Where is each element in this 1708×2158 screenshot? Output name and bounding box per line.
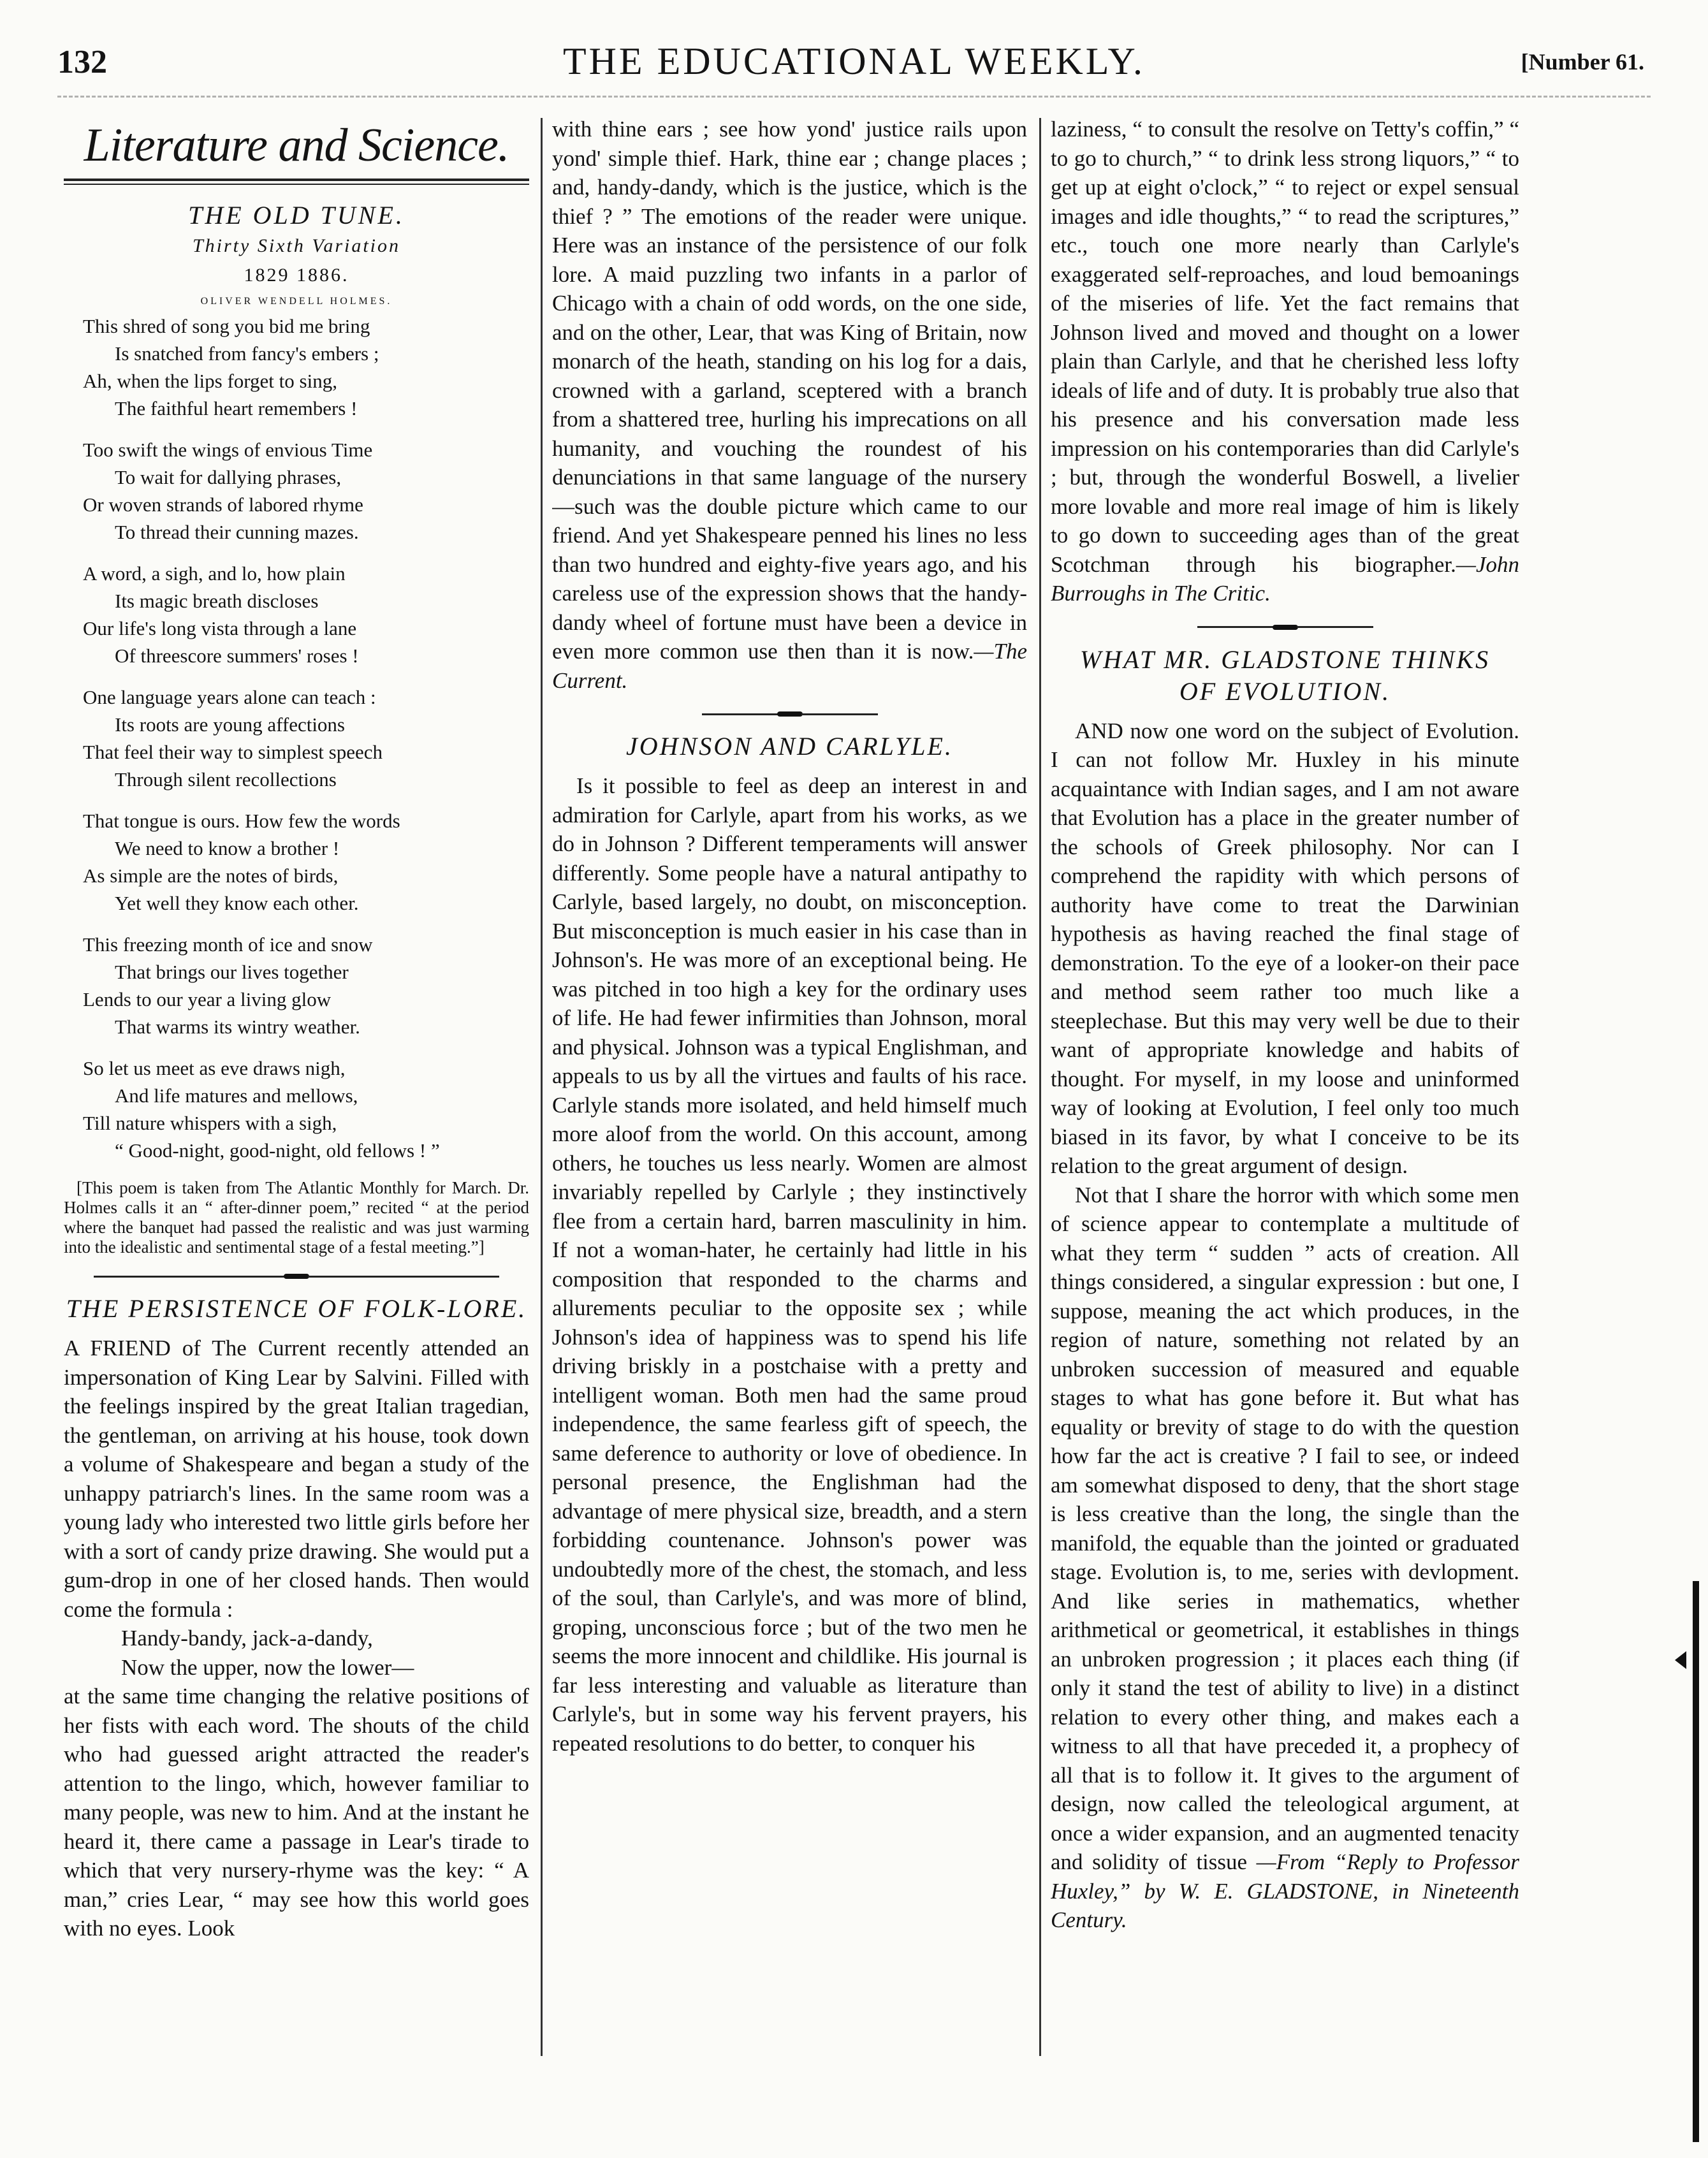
gladstone-paragraph: AND now one word on the subject of Evolution. I can not follow Mr. Huxley in his minute acquaintance with Indian sages, and I am not aware that Evolution has a place in the greater number of the schools of Greek philosophy. Nor can I comprehend the rapidity with which persons of authority have come to treat the Darwinian hypothesis as having reached the final stage of demonstration. To the eye of a looker-on their pace and method seem rather too much like a steeplechase. But this may very well be due to their want of appropriate knowledge and habits of thought. For myself, in my loose and uninformed way of looking at Evolution, I feel only too much biased in its favor, by what I conceive to be its relation to the great argument of design.: [1051, 718, 1519, 1178]
poem-line: This shred of song you bid me bring: [83, 315, 370, 337]
johnson-title: JOHNSON AND CARLYLE.: [626, 732, 953, 761]
section-divider: [1051, 625, 1519, 630]
poem-line: Through silent recollections: [115, 768, 337, 791]
department-title: Literature and Science.: [84, 119, 509, 171]
poem-line: Till nature whispers with a sigh,: [83, 1112, 337, 1134]
poem-subtitle: Thirty Sixth Variation: [192, 235, 400, 256]
poem-line: “ Good-night, good-night, old fellows ! ”: [115, 1139, 440, 1162]
poem-title: THE OLD TUNE.: [188, 201, 405, 230]
johnson-paragraph: Is it possible to feel as deep an interest in and admiration for Carlyle, apart from his works, as we do in Johnson ? Different temperaments will answer differently. Some people have a natural antipathy to Carlyle, based largely, no doubt, on misconception. But misconception is much easier in his case than in Johnson's. He was more of an exceptional being. He was pitched in too high a key for the ordinary uses of life. He had fewer infirmities than Johnson, moral and physical. Johnson was a typical Englishman, and appeals to us by all the virtues and faults of his race. Carlyle stands more isolated, and held himself much more aloof from the world. On this account, among others, he touches us less nearly. Women are almost invariably repelled by Carlyle ; they instinctively flee from a certain hard, barren masculinity in him. If not a woman-hater, he certainly had little in his composition that responded to the charms and allurements peculiar to the opposite sex ; while Johnson's idea of happiness was to spend his life driving briskly in a postchaise with a pretty and intelligent woman. Both men had the same proud independence, the same fearless gift of speech, the same deference to authority or love of obedience. In personal presence, the Englishman had the advantage of mere physical size, breadth, and a stern forbidding countenance. Johnson's power was undoubtedly more of the chest, the stomach, and less of the soul, than Carlyle's, and was more of blind, groping, unconscious force ; but of the two men he seems the more innocent and childlike. His journal is far less interesting and valuable as literature than Carlyle's, but in some way his fervent prayers, his repeated resolutions to do better, to conquer his: [552, 773, 1027, 1756]
scan-edge-bar: [1693, 1581, 1699, 2142]
poem-stanza: [64, 560, 529, 669]
scan-edge-arrow-icon: [1675, 1651, 1686, 1669]
gladstone-title-line2: OF EVOLUTION.: [1179, 676, 1391, 706]
section-divider: [552, 711, 1027, 717]
poem-line: Is snatched from fancy's embers ;: [115, 342, 379, 365]
column-left: [64, 115, 529, 2107]
page-number: 132: [57, 44, 107, 80]
poem-line: Too swift the wings of envious Time: [83, 439, 373, 461]
poem-line: That feel their way to simplest speech: [83, 741, 383, 763]
gladstone-paragraph: Not that I share the horror with which some men of science appear to contemplate a multitude of what they term “ sudden ” acts of creation. All things considered, a singular expression : but one, I suppose, meaning the act which produces, in the region of nature, something not related by an unbroken succession of measured and equable stages to what has gone before it. But what has equality or brevity of stage to do with the question how far the act is creative ? I fail to see, or indeed am somewhat disposed to deny, that the short stage is less creative than the long, the single than the manifold, the equable than the jointed or graduated stage. Evolution is, to me, series with devlopment. And like series in mathematics, whether arithmetical or geometrical, it establishes in things an unbroken progression ; it places each thing (if only it stand the test of ability to live) in a distinct relation to every other thing, and makes each a witness to all that have preceded it, a prophecy of all that is to follow it. It gives to the argument of design, now called the teleological argument, at once a wider expansion, and an augmented tenacity and solidity of tissue —From “Reply to Professor Huxley,” by W. E. GLADSTONE, in Nineteenth Century.: [1051, 1182, 1519, 1932]
poem-line: The faithful heart remembers !: [115, 397, 358, 419]
johnson-continuation: laziness, “ to consult the resolve on Tetty's coffin,” “ to go to church,” “ to drink less strong liquors,” “ to get up at eight o'clock,” “ to reject or expel sensual images and idle thoughts,” “ to read the scriptures,” etc., touch one more nearly than Carlyle's exaggerated self-reproaches, and loud bemoanings of the miseries of life. Yet the fact remains that Johnson lived and moved and thought on a lower plain than Carlyle, and that he cherished less lofty ideals of life and of duty. It is probably true also that his presence and his conversation made less impression on his contemporaries than did Carlyle's ; but, through the wonderful Boswell, a livelier more lovable and more real image of him is likely to go down to succeeding ages than of the great Scotchman through his biographer.—John Burroughs in The Critic.: [1051, 117, 1519, 606]
poem-line: One language years alone can teach :: [83, 686, 376, 708]
journal-title: THE EDUCATIONAL WEEKLY.: [562, 40, 1146, 82]
poem-line: That warms its wintry weather.: [115, 1016, 360, 1038]
gladstone-title-line1: WHAT MR. GLADSTONE THINKS: [1079, 645, 1491, 674]
poem-line: Its roots are young affections: [115, 713, 345, 736]
poem-line: This freezing month of ice and snow: [83, 933, 373, 956]
poem-line: That tongue is ours. How few the words: [83, 810, 400, 832]
folklore-title: THE PERSISTENCE OF FOLK-LORE.: [66, 1294, 527, 1323]
department-rule: [64, 179, 529, 185]
gladstone-source: —From “Reply to Professor Huxley,” by W. E. GLADSTONE, in Nineteenth Century.: [1051, 1849, 1519, 1932]
nursery-rhyme-line: Handy-bandy, jack-a-dandy,: [121, 1626, 373, 1651]
folklore-paragraph: at the same time changing the relative positions of her fists with each word. The shouts of the child who had guessed aright attracted the reader's attention to the lingo, which, however familiar to many people, was new to him. And at the instant he heard it, there came a passage in Lear's tirade to which that very nursery-rhyme was the key: “ A man,” cries Lear, “ may see how this world goes with no eyes. Look: [64, 1684, 529, 1941]
poem-note: [This poem is taken from The Atlantic Monthly for March. Dr. Holmes calls it an “ after-dinner poem,” recited “ at the period where the banquet had passed the realistic and was just warming into the idealistic and sentimental stage of a festal meeting.”]: [64, 1178, 529, 1257]
poem-stanza: [64, 807, 529, 917]
poem-line: Its magic breath discloses: [115, 590, 319, 612]
poem-line: Or woven strands of labored rhyme: [83, 493, 363, 516]
column-middle: [552, 115, 1027, 2107]
johnson-source: —John Burroughs in The Critic.: [1051, 551, 1519, 606]
poem-dates: 1829 1886.: [244, 265, 349, 286]
issue-number: [Number 61.: [1521, 49, 1644, 75]
poem-line: To thread their cunning mazes.: [115, 521, 359, 543]
poem-line: To wait for dallying phrases,: [115, 466, 342, 488]
section-divider: [64, 1274, 529, 1279]
poem-line: Lends to our year a living glow: [83, 988, 332, 1010]
poem-line: So let us meet as eve draws nigh,: [83, 1057, 346, 1079]
poem-line: We need to know a brother !: [115, 837, 340, 859]
poem-line: As simple are the notes of birds,: [83, 864, 339, 887]
poem-line: Our life's long vista through a lane: [83, 617, 357, 639]
poem-stanza: [64, 312, 529, 422]
column-right: [1051, 115, 1519, 2107]
poem-body: [64, 312, 529, 1164]
poem-line: Yet well they know each other.: [115, 892, 359, 914]
poem-line: Of threescore summers' roses !: [115, 645, 359, 667]
poem-line: And life matures and mellows,: [115, 1084, 358, 1107]
nursery-rhyme-line: Now the upper, now the lower—: [121, 1654, 414, 1680]
poem-author: OLIVER WENDELL HOLMES.: [200, 296, 393, 307]
folklore-source: —The Current.: [552, 639, 1027, 693]
header-rule: [57, 96, 1651, 98]
folklore-continuation: with thine ears ; see how yond' justice rails upon yond' simple thief. Hark, thine ear ; change places ; and, handy-dandy, which is the justice, which is the thief ? ” The emotions of the reader were unique. Here was an instance of the persistence of our folk lore. A maid puzzling two infants in a parlor of Chicago with a chain of odd words, on the one side, and on the other, Lear, that was King of Britain, now monarch of the heath, standing on his log for a dais, crowned with a garland, sceptered with a branch from a shattered tree, hurling his imprecations on all humanity, and vouching the roundest of his denunciations in that same language of the nursery—such was the double picture which came to our friend. And yet Shakespeare penned his lines no less than two hundred and eighty-five years ago, and his careless use of the expression shows that the handy-dandy wheel of fortune must have been a device in even more common use then than it is now.—The Current.: [552, 117, 1027, 693]
poem-stanza: [64, 931, 529, 1040]
page-header: [57, 32, 1651, 96]
poem-stanza: [64, 683, 529, 793]
poem-line: That brings our lives together: [115, 961, 349, 983]
poem-stanza: [64, 436, 529, 546]
folklore-paragraph: A FRIEND of The Current recently attended an impersonation of King Lear by Salvini. Filled with the feelings inspired by the great Italian tragedian, the gentleman, on arriving at his house, took down a volume of Shakespeare and began a study of the unhappy patriarch's lines. In the same room was a young lady who interested two little girls before her with a sort of candy prize drawing. She would put a gum-drop in one of her closed hands. Then would come the formula :: [64, 1336, 529, 1622]
column-divider: [1039, 118, 1041, 2056]
column-divider: [541, 118, 543, 2056]
poem-line: Ah, when the lips forget to sing,: [83, 370, 337, 392]
poem-line: A word, a sigh, and lo, how plain: [83, 562, 346, 585]
poem-stanza: [64, 1054, 529, 1164]
